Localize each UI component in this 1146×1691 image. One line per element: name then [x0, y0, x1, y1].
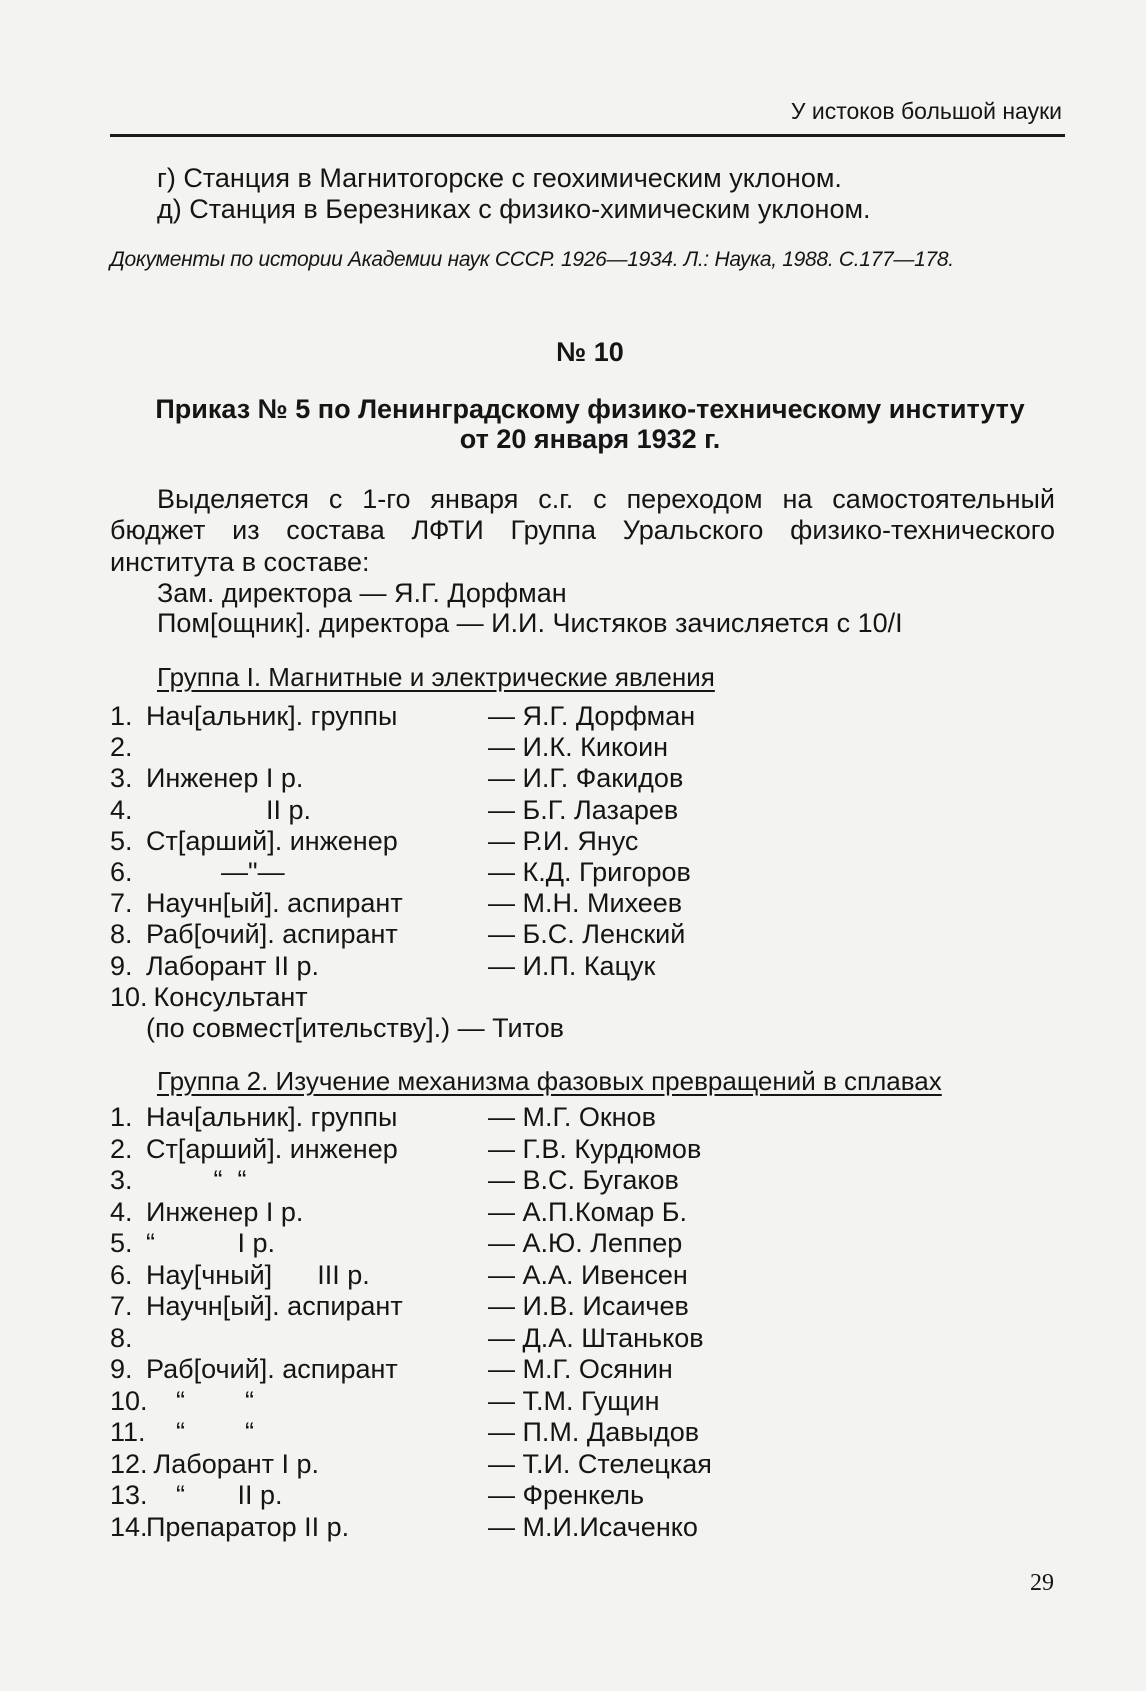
group2-heading: Группа 2. Изучение механизма фазовых превращений в сплавах: [157, 1066, 942, 1096]
group1-heading: Группа I. Магнитные и электрические явления: [157, 662, 715, 692]
document-number: № 10: [556, 337, 624, 367]
row-number: 6.: [110, 1259, 133, 1290]
row-person: — М.И.Исаченко: [488, 1511, 698, 1542]
row-number: 6.: [110, 857, 133, 887]
row-number: 12.: [110, 1448, 148, 1479]
intro-item: г) Станция в Магнитогорске с геохимическим уклоном.: [157, 163, 842, 193]
row-number: 7.: [110, 1291, 133, 1321]
row-number: 9.: [110, 950, 133, 981]
row-position: Научн[ый]. аспирант: [146, 888, 403, 919]
row-person: — В.С. Бугаков: [488, 1165, 679, 1195]
row-position: “ “: [146, 1385, 254, 1416]
row-number: 2.: [110, 732, 133, 763]
row-person: — И.К. Кикоин: [488, 732, 669, 763]
row-person: — Р.И. Янус: [488, 825, 639, 856]
row-person: — А.А. Ивенсен: [488, 1259, 688, 1290]
row-person: — М.Г. Осянин: [488, 1354, 673, 1384]
page-number: 29: [1030, 1570, 1054, 1596]
row-person: — А.Ю. Леппер: [488, 1228, 683, 1258]
row-position: Лаборант II р.: [146, 950, 320, 981]
running-head: У истоков большой науки: [790, 98, 1062, 124]
row-position: “ I р.: [146, 1228, 276, 1258]
row-position: Раб[очий]. аспирант: [146, 1354, 398, 1384]
order-paragraph: Выделяется с 1-го января с.г. с переходом на самостоятельный бюджет из состава ЛФТИ Группа Уральского физико-технического института в составе:: [110, 484, 1055, 577]
row-number: 7.: [110, 888, 133, 919]
document-date: от 20 января 1932 г.: [459, 424, 721, 454]
row-person: — А.П.Комар Б.: [488, 1196, 687, 1227]
row-position: Нач[альник]. группы: [146, 701, 398, 731]
intro-item: д) Станция в Березниках с физико-химическим уклоном.: [157, 194, 871, 224]
row-number: 3.: [110, 763, 133, 794]
row-person: — Френкель: [488, 1480, 645, 1510]
row-position: Ст[арший]. инженер: [146, 825, 398, 856]
header-rule: [110, 134, 1065, 137]
row-person: — И.Г. Факидов: [488, 763, 684, 794]
row-number: 1.: [110, 1102, 133, 1132]
row-number: 8.: [110, 1322, 133, 1353]
row-number: 4.: [110, 794, 133, 825]
row-position: Научн[ый]. аспирант: [146, 1291, 403, 1321]
row-person: — К.Д. Григоров: [488, 857, 691, 887]
row-person: — П.М. Давыдов: [488, 1417, 700, 1447]
row-person: — Т.И. Стелецкая: [488, 1448, 712, 1479]
row-number: 11.: [110, 1417, 146, 1447]
citation: Документы по истории Академии наук СССР. 1926—1934. Л.: Наука, 1988. С.177—178.: [110, 248, 954, 271]
row-position: Лаборант I р.: [146, 1448, 320, 1479]
row-number: 10.: [110, 1385, 148, 1416]
row-person: — М.Н. Михеев: [488, 888, 683, 919]
row-number: 3.: [110, 1165, 133, 1195]
row-number: 5.: [110, 825, 133, 856]
row-position: —"—: [146, 857, 285, 887]
row-person: — И.В. Исаичев: [488, 1291, 689, 1321]
row-number: 14.: [110, 1511, 148, 1542]
row-number: 8.: [110, 919, 133, 950]
row-position: “ “: [146, 1165, 247, 1195]
row-person: — Д.А. Штаньков: [488, 1322, 704, 1353]
row-position: Инженер I р.: [146, 1196, 304, 1227]
row-position: (по совмест[ительству].) — Титов: [146, 1013, 564, 1043]
row-position: “ II р.: [146, 1480, 283, 1510]
row-position: Ст[арший]. инженер: [146, 1133, 398, 1164]
row-position: Препаратор II р.: [146, 1511, 350, 1542]
row-position: Нач[альник]. группы: [146, 1102, 398, 1132]
row-person: — Т.М. Гущин: [488, 1385, 660, 1416]
row-number: 10.: [110, 981, 148, 1012]
row-position: “ “: [146, 1417, 254, 1447]
row-number: 9.: [110, 1354, 133, 1384]
row-position: Инженер I р.: [146, 763, 304, 794]
staff-line: Зам. директора — Я.Г. Дорфман: [157, 578, 567, 608]
row-position: Консультант: [146, 981, 308, 1012]
row-number: 1.: [110, 701, 133, 731]
row-person: — М.Г. Окнов: [488, 1102, 656, 1132]
row-position: Раб[очий]. аспирант: [146, 919, 398, 950]
row-person: — Б.Г. Лазарев: [488, 794, 679, 825]
row-number: 4.: [110, 1196, 133, 1227]
row-person: — Б.С. Ленский: [488, 919, 686, 950]
row-number: 13.: [110, 1480, 148, 1510]
staff-line: Пом[ощник]. директора — И.И. Чистяков зачисляется с 10/I: [157, 608, 903, 638]
row-position: II р.: [146, 794, 312, 825]
row-number: 2.: [110, 1133, 133, 1164]
row-number: 5.: [110, 1228, 133, 1258]
row-person: — И.П. Кацук: [488, 950, 656, 981]
row-position: Нау[чный] III р.: [146, 1259, 370, 1290]
row-person: — Г.В. Курдюмов: [488, 1133, 702, 1164]
row-person: — Я.Г. Дорфман: [488, 701, 696, 731]
document-title: Приказ № 5 по Ленинградскому физико-техническому институту: [155, 394, 1025, 424]
